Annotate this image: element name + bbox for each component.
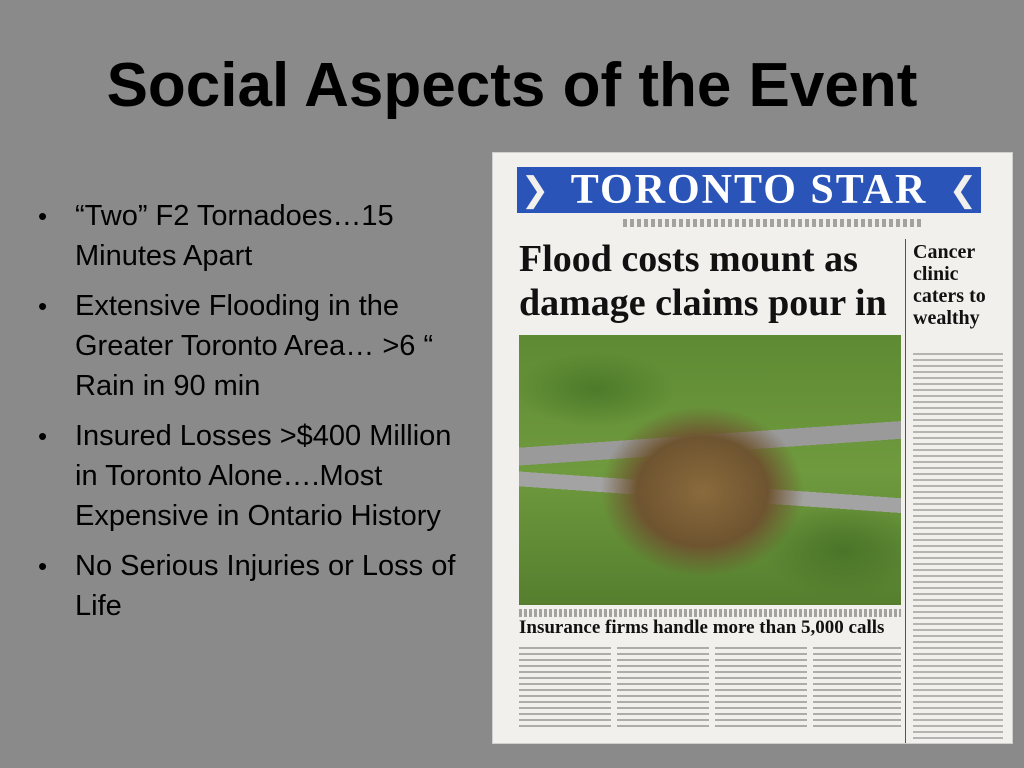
bullet-item [30,196,470,276]
bullet-item [30,416,470,536]
bullet-item [30,546,470,626]
bullet-dot-icon: • [38,421,48,451]
bullet-item [30,286,470,406]
newspaper-masthead [517,167,981,213]
newspaper-masthead-title: TORONTO STAR [570,167,928,213]
chevron-left-icon: ❮ [948,171,978,209]
bullet-list [30,196,470,636]
newspaper-dateline [623,219,923,227]
newspaper-side-column-text [913,353,1003,743]
newspaper-headline: Flood costs mount as damage claims pour in [519,238,887,324]
flood-damage-photo [519,335,901,605]
newspaper-subheadline: Insurance firms handle more than 5,000 calls [519,617,885,638]
bullet-text: “Two” F2 Tornadoes…15 Minutes Apart [75,200,394,272]
newspaper-body-text [519,647,901,731]
newspaper-clipping-image [493,153,1012,743]
column-divider [905,239,906,743]
bullet-text: Extensive Flooding in the Greater Toronto Area… >6 “ Rain in 90 min [75,290,434,402]
chevron-right-icon: ❯ [520,171,550,209]
slide-title: Social Aspects of the Event [106,51,918,120]
bullet-dot-icon: • [38,201,48,231]
bullet-text: Insured Losses >$400 Million in Toronto Alone….Most Expensive in Ontario History [75,420,452,532]
bullet-text: No Serious Injuries or Loss of Life [75,550,456,622]
bullet-dot-icon: • [38,551,48,581]
newspaper-side-headline: Cancer clinic caters to wealthy [913,241,986,329]
bullet-dot-icon: • [38,291,48,321]
